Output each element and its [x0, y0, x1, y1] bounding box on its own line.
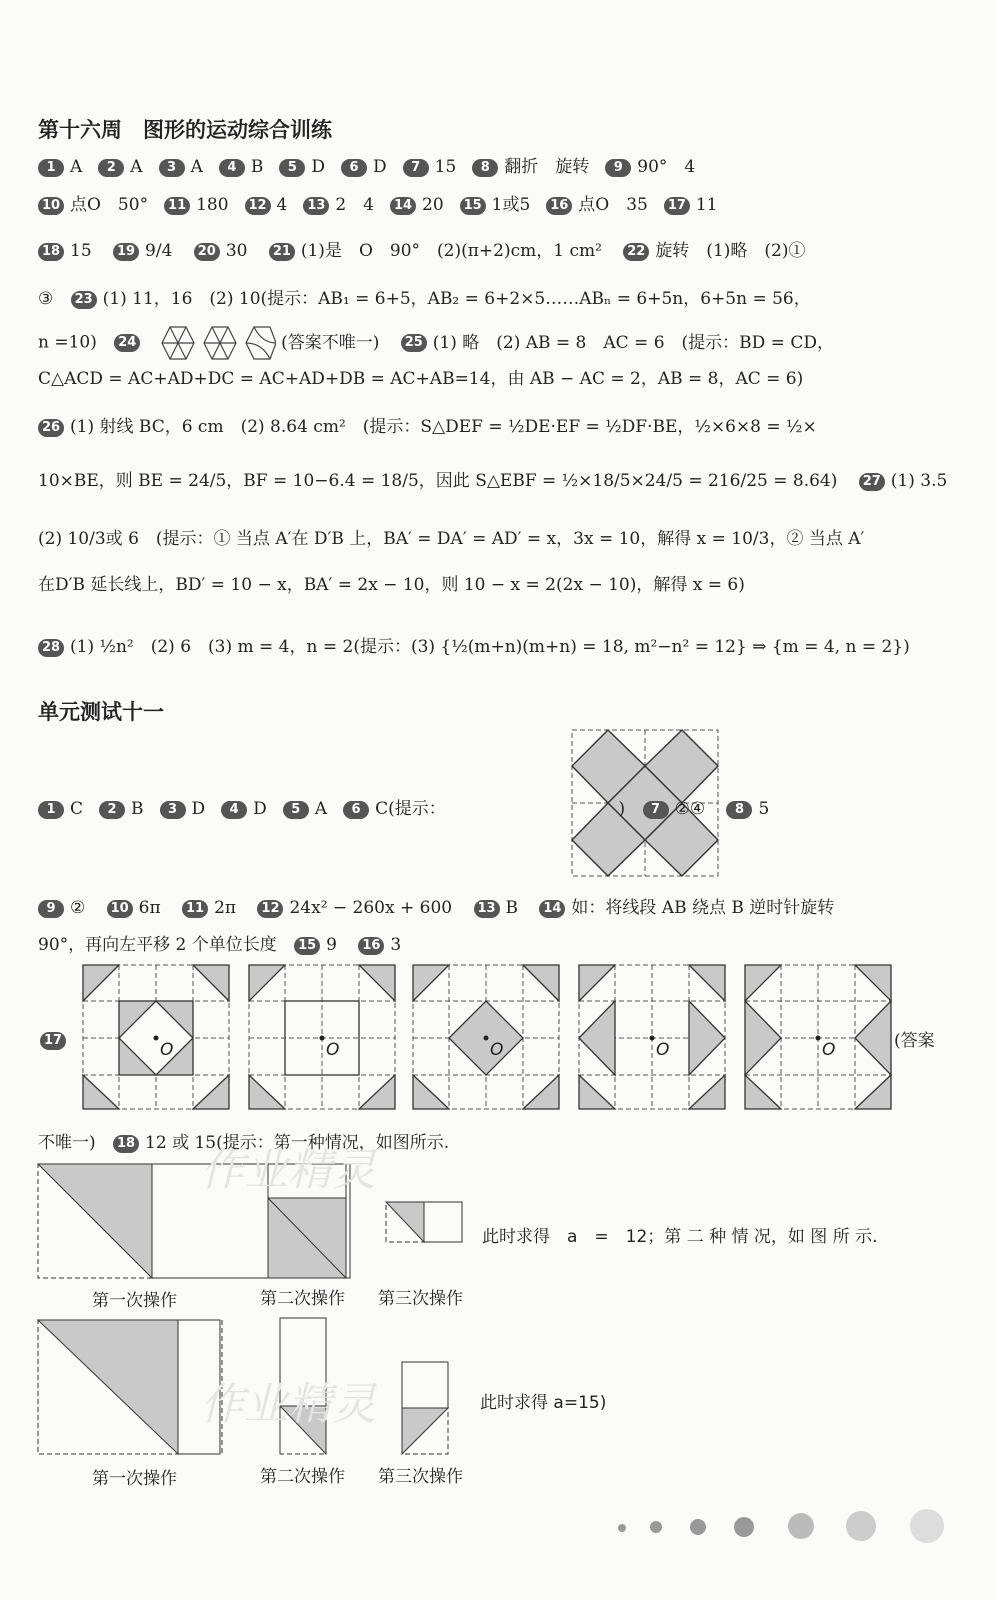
q-number: 14: [539, 900, 565, 918]
answer: (1) 3.5: [890, 471, 948, 491]
q-number: 15: [294, 937, 320, 955]
caption-step2: 第二次操作: [260, 1467, 345, 1487]
answer-tail: (答案: [894, 1031, 935, 1051]
answer-row-16: [38, 1128, 976, 1153]
answer: 3: [390, 935, 402, 955]
q-number: 9: [38, 900, 64, 918]
q-number: 3: [159, 159, 185, 177]
q-number: 12: [245, 197, 271, 215]
answer: (1) 11，16 (2) 10(提示：AB₁ = 6+5，AB₂ = 6+2×5……ABₙ = 6+5n，6+5n = 56，: [102, 289, 811, 309]
answer: ②: [70, 898, 86, 918]
answer: 10×BE，则 BE = 24/5，BF = 10−6.4 = 18/5，因此 S△EBF = ½×18/5×24/5 = 216/25 = 8.64): [38, 471, 838, 491]
point-o-label: O: [326, 1040, 340, 1060]
q-number: 2: [98, 159, 124, 177]
q-number: 18: [38, 243, 64, 261]
answer-row-10: 在D′B 延长线上，BD′ = 10 − x，BA′ = 2x − 10，则 10 − x = 2(2x − 10)，解得 x = 6): [38, 575, 745, 595]
answer: D: [253, 799, 267, 819]
answer: 6π: [138, 898, 161, 918]
caption-step1: 第一次操作: [92, 1469, 177, 1489]
q-number: 16: [546, 197, 572, 215]
q-number: 1: [38, 159, 64, 177]
q-number: 8: [726, 801, 752, 819]
q-number: 28: [38, 639, 64, 657]
answer-row-2: [38, 190, 976, 215]
answer: 点O 35: [578, 195, 648, 215]
q-number: 26: [38, 419, 64, 437]
answer-row-5: [38, 325, 976, 361]
decor-dot: [734, 1517, 754, 1537]
decor-dot: [846, 1511, 876, 1541]
decor-dot: [690, 1519, 706, 1535]
decor-dot: [910, 1509, 944, 1543]
q-number: 7: [643, 801, 669, 819]
caption-step3: 第三次操作: [378, 1467, 463, 1487]
watermark: 作业精灵: [200, 1379, 376, 1430]
answer: A: [70, 157, 83, 177]
section-title-week16: 第十六周 图形的运动综合训练: [38, 118, 332, 142]
answer: 24x² − 260x + 600: [289, 898, 453, 918]
section-title-unit-test: 单元测试十一: [38, 700, 164, 724]
answer: 20: [422, 195, 444, 215]
q-number: 14: [390, 197, 416, 215]
q17-figure: [82, 964, 232, 1112]
q-number: 10: [107, 900, 133, 918]
q-number: 5: [279, 159, 305, 177]
q17-figure: [412, 964, 562, 1112]
q-number: 17: [664, 197, 690, 215]
answer: ②④: [674, 799, 706, 819]
q-number: 10: [38, 197, 64, 215]
answer: C: [70, 799, 84, 819]
q-number: 23: [71, 291, 97, 309]
answer: ③: [38, 289, 54, 309]
decor-dot: [618, 1524, 626, 1532]
q-number: 24: [114, 334, 140, 352]
case2-result: 此时求得 a=15): [480, 1393, 607, 1413]
q17-figure: [744, 964, 894, 1112]
answer: 15: [70, 241, 92, 261]
decor-dot: [788, 1513, 814, 1539]
answer: ): [618, 799, 626, 819]
q-number: 13: [474, 900, 500, 918]
q17-figure: [578, 964, 728, 1112]
answer: (1) 略 (2) AB = 8 AC = 6 (提示：BD = CD，: [432, 332, 834, 353]
answer: 9/4: [145, 241, 173, 261]
caption-step1: 第一次操作: [92, 1291, 177, 1311]
caption-step3: 第三次操作: [378, 1289, 463, 1309]
answer: D: [372, 157, 387, 177]
answer: 旋转 (1)略 (2)①: [655, 241, 806, 261]
q-number: 11: [164, 197, 190, 215]
answer-row-11: [38, 632, 976, 657]
fold-case2-step1: [36, 1318, 226, 1458]
q-number: 3: [160, 801, 186, 819]
answer: (1) 射线 BC，6 cm (2) 8.64 cm² (提示：S△DEF = ½DE·EF = ½DF·BE，½×6×8 = ½×: [70, 417, 817, 437]
q-number: 9: [605, 159, 631, 177]
q-number: 6: [343, 801, 369, 819]
q-number: 13: [303, 197, 329, 215]
answer: 90°，再向左平移 2 个单位长度: [38, 935, 277, 955]
q-number: 25: [401, 334, 427, 352]
q-number: 11: [182, 900, 208, 918]
q-number: 17: [40, 1032, 66, 1050]
caption-step2: 第二次操作: [260, 1289, 345, 1309]
q-number: 15: [460, 197, 486, 215]
answer: 2 4: [335, 195, 374, 215]
answer: 如：将线段 AB 绕点 B 逆时针旋转: [571, 898, 835, 918]
q-number: 5: [283, 801, 309, 819]
answer: B: [131, 799, 144, 819]
answer-row-9: (2) 10/3或 6 (提示：① 当点 A′在 D′B 上，BA′ = DA′ = AD′ = x，3x = 10，解得 x = 10/3，② 当点 A′: [38, 529, 865, 549]
fold-case1-step3: [384, 1200, 466, 1246]
answer: 点O 50°: [70, 195, 149, 215]
answer: D: [311, 157, 325, 177]
q-number: 21: [269, 243, 295, 261]
answer: 2π: [214, 898, 237, 918]
answer: 不唯一): [38, 1133, 96, 1153]
answer: 4: [276, 195, 288, 215]
answer: B: [505, 898, 518, 918]
q-number: 4: [221, 801, 247, 819]
point-o-label: O: [822, 1040, 836, 1060]
answer: 15: [434, 157, 457, 177]
answer-row-7: [38, 412, 976, 437]
answer-row-12: [38, 794, 976, 819]
q-number: 18: [113, 1135, 139, 1153]
q-number: 19: [113, 243, 139, 261]
answer-row-1: [38, 152, 976, 177]
q-number: 12: [257, 900, 283, 918]
decor-dot: [650, 1521, 662, 1533]
q-number: 2: [99, 801, 125, 819]
answer-row-8: [38, 466, 976, 491]
answer: A: [190, 157, 203, 177]
point-o-label: O: [160, 1040, 174, 1060]
answer: A: [130, 157, 143, 177]
q-number: 6: [341, 159, 367, 177]
answer: 翻折 旋转: [504, 157, 590, 177]
point-o-label: O: [656, 1040, 670, 1060]
point-o-label: O: [490, 1040, 504, 1060]
q-number: 27: [859, 473, 885, 491]
q-number: 7: [403, 159, 429, 177]
answer: n =10): [38, 332, 97, 353]
answer: (1) ½n² (2) 6 (3) m = 4，n = 2(提示：(3) {½(m+n)(m+n) = 18, m²−n² = 12} ⇒ {m = 4, n = 2}): [70, 637, 910, 657]
answer-row-4: [38, 284, 976, 309]
answer: 180: [196, 195, 229, 215]
q-number: 4: [219, 159, 245, 177]
q17-figure: [248, 964, 398, 1112]
answer: 9: [326, 935, 337, 955]
answer: 1或5: [491, 195, 531, 215]
answer-row-6: C△ACD = AC+AD+DC = AC+AD+DB = AC+AB=14，由 AB − AC = 2，AB = 8，AC = 6): [38, 369, 804, 389]
answer: D: [191, 799, 206, 819]
q-number: 16: [358, 937, 384, 955]
q-number: 8: [472, 159, 498, 177]
answer: 90° 4: [637, 157, 696, 177]
hexagon-figures: [152, 325, 276, 361]
answer: B: [250, 157, 264, 177]
watermark: 作业精灵: [200, 1145, 376, 1196]
answer: C(提示：: [375, 799, 446, 819]
answer: A: [314, 799, 328, 819]
q-number: 1: [38, 801, 64, 819]
answer: (答案不唯一): [281, 332, 380, 353]
q-number: 20: [194, 243, 220, 261]
q-number: 22: [623, 243, 649, 261]
answer: 11: [695, 195, 718, 215]
answer: 30: [225, 241, 248, 261]
answer: (1)是 O 90° (2)(π+2)cm，1 cm²: [300, 241, 602, 261]
fold-case2-step3: [400, 1360, 452, 1458]
answer-row-3: [38, 236, 976, 261]
answer: 12 或 15(提示：第一种情况，如图所示.: [145, 1133, 450, 1153]
case1-result: 此时求得 a = 12；第 二 种 情 况，如 图 所 示.: [482, 1227, 878, 1247]
answer: 5: [758, 799, 770, 819]
answer-row-14: [38, 930, 976, 955]
answer-row-13: [38, 893, 976, 918]
